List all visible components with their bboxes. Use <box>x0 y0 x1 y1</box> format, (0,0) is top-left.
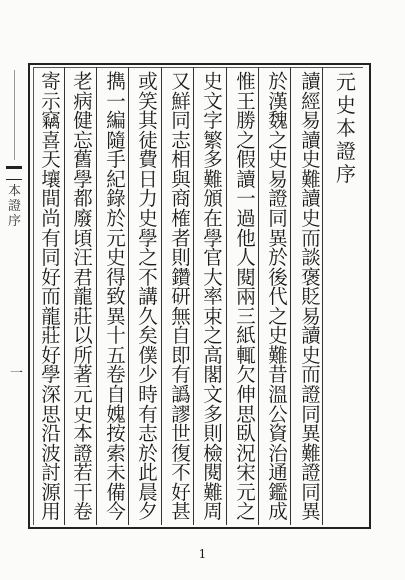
glyph: 寄 <box>41 70 61 93</box>
glyph: 難 <box>301 441 321 465</box>
glyph: 謬 <box>171 402 191 426</box>
glyph: 病 <box>73 89 93 113</box>
glyph: 有 <box>41 226 61 250</box>
glyph: 談 <box>301 246 321 270</box>
glyph: 鑽 <box>171 265 191 289</box>
glyph: 於 <box>268 246 288 270</box>
glyph: 與 <box>171 167 191 191</box>
glyph: 此 <box>138 461 158 485</box>
glyph: 輒 <box>236 343 256 367</box>
glyph: 閱 <box>203 461 223 485</box>
glyph: 老 <box>73 70 93 93</box>
glyph: 高 <box>203 343 223 367</box>
glyph: 證 <box>336 139 356 163</box>
glyph: 證 <box>8 199 22 214</box>
text-column <box>232 72 260 522</box>
glyph: 元 <box>73 383 93 406</box>
text-column <box>297 72 325 522</box>
glyph: 甚 <box>171 500 191 524</box>
glyph: 思 <box>236 402 256 426</box>
glyph: 干 <box>73 480 93 504</box>
glyph: 過 <box>236 206 256 230</box>
glyph: 好 <box>171 480 191 504</box>
glyph: 史 <box>301 343 321 367</box>
glyph: 同 <box>301 480 321 504</box>
glyph: 之 <box>268 304 288 328</box>
fishtail-mark <box>6 166 22 180</box>
glyph: 檢 <box>203 441 223 465</box>
glyph: 他 <box>236 226 256 250</box>
text-column <box>37 72 65 522</box>
glyph: 王 <box>236 89 256 113</box>
glyph: 大 <box>203 265 223 289</box>
glyph: 譌 <box>171 383 191 406</box>
glyph: 卷 <box>73 500 93 524</box>
glyph: 難 <box>203 480 223 504</box>
glyph: 通 <box>268 461 288 485</box>
glyph: 序 <box>8 214 22 229</box>
glyph: 多 <box>203 148 223 172</box>
glyph: 相 <box>171 148 191 172</box>
glyph: 致 <box>106 285 126 309</box>
glyph: 欠 <box>236 363 256 387</box>
glyph: 其 <box>138 109 158 133</box>
glyph: 十 <box>106 324 126 348</box>
glyph: 無 <box>171 304 191 328</box>
glyph: 率 <box>203 285 223 309</box>
glyph: 而 <box>41 285 61 309</box>
glyph: 而 <box>301 363 321 387</box>
glyph: 閱 <box>236 265 256 289</box>
glyph: 時 <box>138 383 158 406</box>
glyph: 討 <box>41 461 61 485</box>
glyph: 隨 <box>106 128 126 152</box>
glyph: 以 <box>73 324 93 348</box>
glyph: 笑 <box>138 89 158 113</box>
glyph: 之 <box>236 128 256 152</box>
glyph: 不 <box>138 265 158 289</box>
text-column <box>264 72 292 522</box>
glyph: 壤 <box>41 167 61 191</box>
glyph: 徒 <box>138 128 158 152</box>
glyph: 史 <box>106 246 126 270</box>
glyph: 成 <box>268 500 288 524</box>
text-column <box>199 72 227 522</box>
glyph: 讀 <box>301 187 321 211</box>
glyph: 之 <box>138 246 158 270</box>
glyph: 證 <box>73 441 93 465</box>
glyph: 頒 <box>203 187 223 211</box>
glyph: 伸 <box>236 383 256 406</box>
glyph: 卷 <box>106 363 126 387</box>
glyph: 本 <box>73 422 93 446</box>
glyph: 後 <box>268 265 288 289</box>
glyph: 元 <box>106 226 126 250</box>
glyph: 沿 <box>41 422 61 446</box>
glyph: 史 <box>73 402 93 426</box>
glyph: 序 <box>336 162 356 186</box>
glyph: 深 <box>41 383 61 406</box>
glyph: 讀 <box>301 128 321 152</box>
glyph: 錄 <box>106 187 126 211</box>
glyph: 三 <box>236 304 256 328</box>
glyph: 難 <box>268 343 288 367</box>
glyph: 易 <box>301 304 321 328</box>
glyph: 史 <box>336 93 356 117</box>
glyph: 束 <box>203 304 223 328</box>
glyph: 史 <box>268 324 288 348</box>
glyph: 溫 <box>268 383 288 406</box>
glyph: 同 <box>268 206 288 230</box>
glyph: 況 <box>236 441 256 465</box>
glyph: 好 <box>41 343 61 367</box>
glyph: 學 <box>138 226 158 250</box>
glyph: 同 <box>41 246 61 270</box>
glyph: 汪 <box>73 246 93 270</box>
glyph: 人 <box>236 246 256 270</box>
glyph: 源 <box>41 480 61 504</box>
glyph: 少 <box>138 363 158 387</box>
glyph: 學 <box>41 363 61 387</box>
text-column <box>134 72 162 522</box>
glyph: 本 <box>8 184 22 199</box>
glyph: 尚 <box>41 206 61 230</box>
glyph: 自 <box>171 324 191 348</box>
glyph: 讀 <box>301 324 321 348</box>
glyph: 貶 <box>301 285 321 309</box>
glyph: 之 <box>203 324 223 348</box>
glyph: 證 <box>301 383 321 406</box>
glyph: 治 <box>268 441 288 465</box>
glyph: 一 <box>106 89 126 113</box>
glyph: 史 <box>301 206 321 230</box>
glyph: 史 <box>138 206 158 230</box>
glyph: 閣 <box>203 363 223 387</box>
glyph: 講 <box>138 285 158 309</box>
glyph: 或 <box>138 70 158 93</box>
glyph: 學 <box>203 226 223 250</box>
fold-line <box>14 70 15 160</box>
glyph: 世 <box>171 422 191 446</box>
glyph: 今 <box>106 500 126 524</box>
glyph: 在 <box>203 206 223 230</box>
glyph: 有 <box>171 363 191 387</box>
glyph: 舊 <box>73 148 93 172</box>
glyph: 備 <box>106 480 126 504</box>
glyph: 者 <box>171 226 191 250</box>
glyph: 廢 <box>73 206 93 230</box>
glyph: 兩 <box>236 285 256 309</box>
glyph: 若 <box>73 461 93 485</box>
glyph: 復 <box>171 441 191 465</box>
glyph: 示 <box>41 89 61 113</box>
glyph: 難 <box>203 167 223 191</box>
glyph: 紙 <box>236 324 256 348</box>
glyph: 而 <box>301 226 321 250</box>
glyph: 喜 <box>41 128 61 152</box>
glyph: 忘 <box>73 128 93 152</box>
glyph: 褒 <box>301 265 321 289</box>
glyph: 一 <box>236 187 256 211</box>
glyph: 史 <box>301 148 321 172</box>
glyph: 公 <box>268 402 288 426</box>
glyph: 異 <box>106 304 126 328</box>
glyph: 所 <box>73 343 93 367</box>
text-column <box>102 72 130 522</box>
glyph: 君 <box>73 265 93 289</box>
glyph: 之 <box>236 500 256 524</box>
glyph: 即 <box>171 343 191 367</box>
glyph: 字 <box>203 109 223 133</box>
glyph: 自 <box>106 383 126 406</box>
glyph: 勝 <box>236 109 256 133</box>
glyph: 間 <box>41 187 61 211</box>
glyph: 同 <box>171 109 191 133</box>
glyph: 魏 <box>268 109 288 133</box>
glyph: 宋 <box>236 461 256 485</box>
glyph: 竊 <box>41 109 61 133</box>
glyph: 費 <box>138 148 158 172</box>
glyph: 著 <box>73 363 93 387</box>
glyph: 假 <box>236 148 256 172</box>
glyph: 經 <box>301 89 321 113</box>
glyph: 頃 <box>73 226 93 250</box>
glyph: 則 <box>203 422 223 446</box>
glyph: 學 <box>73 167 93 191</box>
text-column <box>167 72 195 522</box>
glyph: 之 <box>268 128 288 152</box>
glyph: 矣 <box>138 324 158 348</box>
glyph: 臥 <box>236 422 256 446</box>
glyph: 龍 <box>41 304 61 328</box>
glyph: 漢 <box>268 89 288 113</box>
glyph: 媿 <box>106 402 126 426</box>
glyph: 榷 <box>171 206 191 230</box>
glyph: 得 <box>106 265 126 289</box>
fold-leaf-number: 一 <box>10 366 24 381</box>
glyph: 於 <box>106 206 126 230</box>
glyph: 莊 <box>73 304 93 328</box>
glyph: 莊 <box>41 324 61 348</box>
glyph: 手 <box>106 148 126 172</box>
glyph: 志 <box>138 422 158 446</box>
glyph: 不 <box>171 461 191 485</box>
glyph: 思 <box>41 402 61 426</box>
glyph: 久 <box>138 304 158 328</box>
glyph: 僕 <box>138 343 158 367</box>
glyph: 編 <box>106 109 126 133</box>
glyph: 未 <box>106 461 126 485</box>
glyph: 官 <box>203 246 223 270</box>
glyph: 晨 <box>138 480 158 504</box>
glyph: 索 <box>106 441 126 465</box>
glyph: 惟 <box>236 70 256 93</box>
glyph: 資 <box>268 422 288 446</box>
glyph: 繁 <box>203 128 223 152</box>
glyph: 有 <box>138 402 158 426</box>
text-column <box>69 72 97 522</box>
glyph: 紀 <box>106 167 126 191</box>
glyph: 波 <box>41 441 61 465</box>
glyph: 多 <box>203 402 223 426</box>
glyph: 難 <box>301 167 321 191</box>
glyph: 則 <box>171 246 191 270</box>
glyph: 研 <box>171 285 191 309</box>
glyph: 易 <box>268 167 288 191</box>
glyph: 元 <box>236 480 256 504</box>
glyph: 用 <box>41 500 61 524</box>
glyph: 力 <box>138 187 158 211</box>
glyph: 鑑 <box>268 480 288 504</box>
glyph: 龍 <box>73 285 93 309</box>
glyph: 五 <box>106 343 126 367</box>
glyph: 志 <box>171 128 191 152</box>
glyph: 本 <box>336 116 356 140</box>
glyph: 異 <box>301 500 321 524</box>
glyph: 證 <box>301 461 321 485</box>
glyph: 代 <box>268 285 288 309</box>
glyph: 昔 <box>268 363 288 387</box>
glyph: 文 <box>203 89 223 113</box>
glyph: 擕 <box>106 70 126 93</box>
glyph: 好 <box>41 265 61 289</box>
glyph: 按 <box>106 422 126 446</box>
fold-title <box>8 180 22 229</box>
glyph: 於 <box>138 441 158 465</box>
glyph: 異 <box>268 226 288 250</box>
glyph: 健 <box>73 109 93 133</box>
glyph: 日 <box>138 167 158 191</box>
glyph: 商 <box>171 187 191 211</box>
glyph: 天 <box>41 148 61 172</box>
glyph: 夕 <box>138 500 158 524</box>
glyph: 史 <box>203 70 223 93</box>
glyph: 易 <box>301 109 321 133</box>
glyph: 證 <box>268 187 288 211</box>
glyph: 周 <box>203 500 223 524</box>
glyph: 於 <box>268 70 288 93</box>
preface-title <box>332 72 360 522</box>
glyph: 文 <box>203 383 223 406</box>
glyph: 史 <box>268 148 288 172</box>
glyph: 異 <box>301 422 321 446</box>
glyph: 都 <box>73 187 93 211</box>
page-number: 1 <box>198 547 207 561</box>
glyph: 鮮 <box>171 89 191 113</box>
glyph: 元 <box>336 70 356 94</box>
glyph: 讀 <box>236 167 256 191</box>
glyph: 又 <box>171 70 191 93</box>
glyph: 同 <box>301 402 321 426</box>
glyph: 讀 <box>301 70 321 93</box>
